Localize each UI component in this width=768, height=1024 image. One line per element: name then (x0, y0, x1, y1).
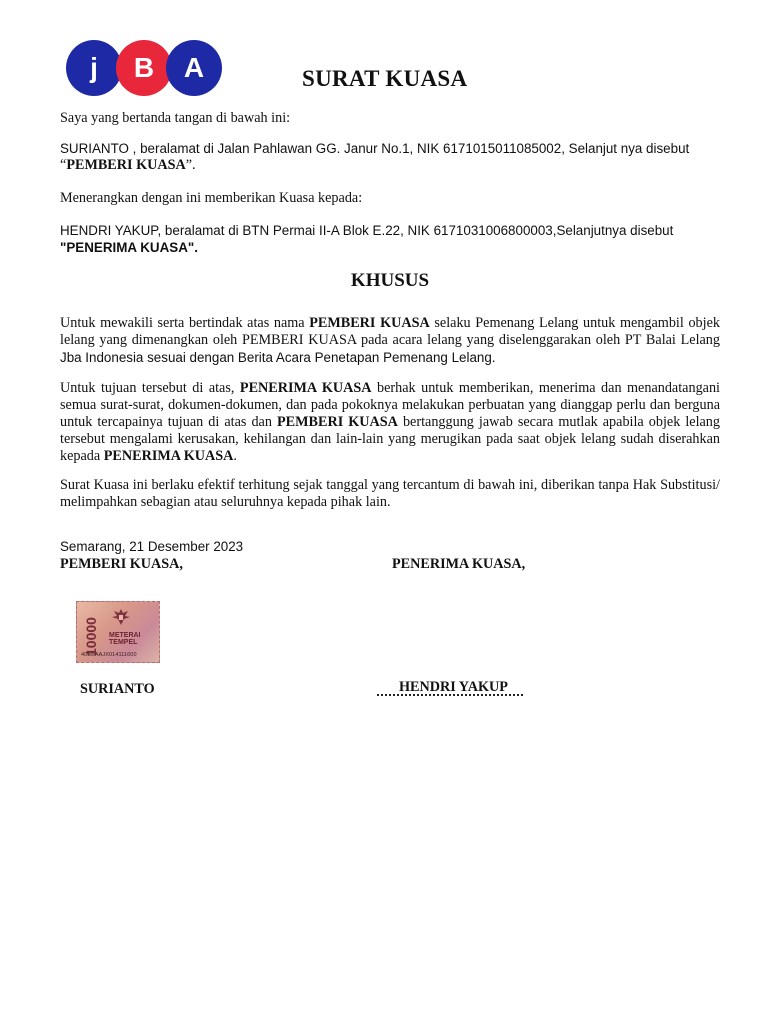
giver-role-open: “ (60, 157, 67, 173)
giver-signature-label: PEMBERI KUASA, (60, 556, 183, 572)
para1-a: Untuk mewakili serta bertindak atas nama (60, 315, 310, 331)
paragraph-1 (60, 315, 720, 367)
giver-role-close: ”. (185, 157, 196, 173)
giver-text: SURIANTO , beralamat di Jalan Pahlawan GG. Janur No.1, NIK 6171015011085002, Selanjut nya disebut (60, 141, 690, 156)
garuda-emblem-icon (109, 607, 133, 627)
stamp-line-2: TEMPEL (109, 639, 138, 646)
stamp-value: 10000 (83, 617, 99, 656)
para1-b: PEMBERI KUASA (309, 315, 430, 331)
jba-logo (66, 40, 222, 96)
para2-c: berhak untuk memberikan, menerima dan menandatangani semua surat-surat, dokumen-dokumen, dan pada pokoknya melakukan perbuatan yang dianggap perlu dan berguna untuk tercapainya tujuan di atas dan (60, 380, 720, 430)
para2-d: PEMBERI KUASA (277, 414, 398, 430)
para2-g: . (233, 448, 237, 464)
para2-a: Untuk tujuan tersebut di atas, (60, 380, 240, 396)
receiver-signature-line (377, 694, 523, 696)
receiver-signature-label: PENERIMA KUASA, (392, 556, 526, 572)
para1-c: selaku Pemenang Lelang untuk mengambil objek lelang yang dimenangkan oleh PEMBERI KUASA pada acara lelang yang diselenggarakan oleh PT Balai Lelang (60, 315, 720, 348)
receiver-text: HENDRI YAKUP, beralamat di BTN Permai II-A Blok E.22, NIK 6171031006800003,Selanjutnya disebut (60, 223, 674, 238)
paragraph-2 (60, 380, 720, 465)
explain-text: Menerangkan dengan ini memberikan Kuasa kepada: (60, 190, 363, 206)
giver-name: SURIANTO (80, 681, 155, 697)
stamp-text (109, 632, 141, 646)
intro-text: Saya yang bertanda tangan di bawah ini: (60, 110, 291, 126)
logo-letter-b: B (116, 40, 172, 96)
logo-letter-j: j (66, 40, 122, 96)
stamp-code: 40BBAAJX014111600 (81, 652, 137, 658)
para2-b: PENERIMA KUASA (239, 380, 372, 396)
paragraph-3: Surat Kuasa ini berlaku efektif terhitung sejak tanggal yang tercantum di bawah ini, diberikan tanpa Hak Substitusi/ melimpahkan sebagian atau seluruhnya kepada pihak lain. (60, 477, 720, 510)
document-title: SURAT KUASA (302, 66, 468, 91)
para1-d: Jba Indonesia sesuai dengan Berita Acara Penetapan Pemenang Lelang. (60, 350, 496, 365)
logo-letter-a: A (166, 40, 222, 96)
section-heading: KHUSUS (350, 270, 430, 291)
para2-f: PENERIMA KUASA (103, 448, 234, 464)
meterai-stamp (76, 601, 160, 663)
receiver-name: HENDRI YAKUP (399, 679, 508, 695)
giver-block (60, 140, 720, 174)
giver-role: PEMBERI KUASA (66, 157, 186, 173)
place-date: Semarang, 21 Desember 2023 (60, 539, 244, 554)
stamp-line-1: METERAI (109, 632, 141, 639)
giver-role-line (60, 157, 720, 174)
receiver-role: "PENERIMA KUASA". (60, 240, 198, 255)
para2-e: bertanggung jawab secara mutlak apabila objek lelang tersebut mengalami kerusakan, kehilangan dan lain-lain yang merugikan pada saat objek lelang sudah diserahkan kepada (60, 414, 720, 464)
receiver-block (60, 222, 720, 256)
